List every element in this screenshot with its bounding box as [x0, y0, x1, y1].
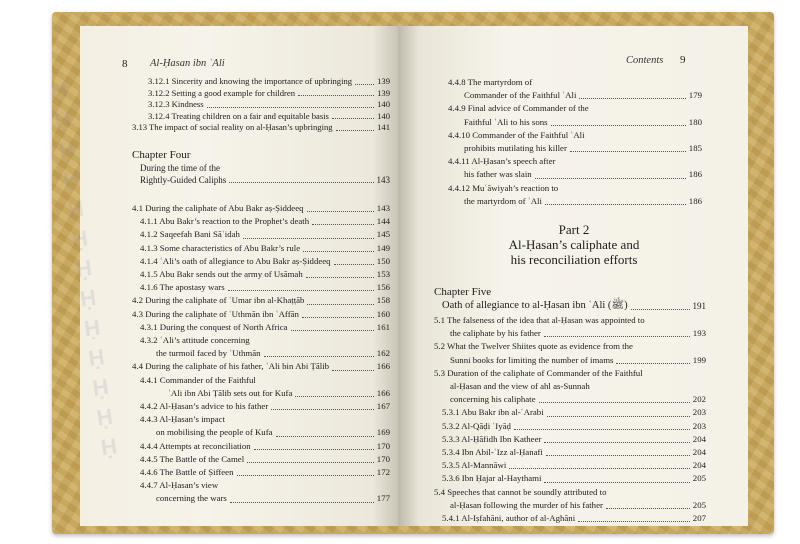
page-ref: 170 — [376, 453, 390, 464]
page-ref: 177 — [376, 493, 390, 504]
entry-title: 3.12.3 Kindness — [148, 99, 204, 110]
dot-leader — [230, 502, 374, 503]
toc-entry — [132, 111, 390, 123]
page-ref: 139 — [377, 87, 390, 98]
entry-title: the turmoil faced by ʿUthmān — [156, 348, 261, 359]
toc-entry-line: 4.4.1 Commander of the Faithful — [140, 374, 256, 385]
chapter-heading: Chapter Five — [434, 286, 492, 298]
page-ref: 204 — [692, 447, 706, 458]
page-ref: 166 — [376, 387, 390, 398]
entry-title: al-Ḥasan following the murder of his father — [450, 499, 603, 510]
toc-entry — [440, 195, 702, 208]
page-ref: 207 — [692, 513, 706, 524]
dot-leader — [312, 224, 374, 225]
entry-title: 3.12.4 Treating children on a fair and equitable basis — [148, 110, 329, 121]
dot-leader — [570, 151, 686, 152]
page-ref: 150 — [376, 255, 390, 266]
toc-entry — [132, 426, 390, 439]
toc-entry — [440, 168, 702, 181]
toc-entry — [434, 420, 706, 433]
page-ref: 139 — [377, 76, 390, 86]
entry-title: 5.4.1 Al-Iṣfahāni, author of al-Aghāni — [442, 513, 576, 524]
page-ref: 203 — [692, 407, 706, 418]
page-ref: 160 — [376, 308, 390, 319]
entry-title: concerning his caliphate — [450, 394, 536, 405]
toc-entry — [132, 215, 390, 228]
toc-entry-line: 5.4 Speeches that cannot be soundly attributed to — [434, 486, 607, 497]
dot-leader — [514, 429, 690, 430]
toc-entry — [132, 466, 390, 479]
page-ref: 143 — [376, 203, 390, 213]
dot-leader — [307, 211, 374, 212]
entry-title: 5.3.6 Ibn Ḥajar al-Haythami — [442, 473, 542, 484]
page-ref: 167 — [376, 401, 390, 412]
toc-entry-line: 4.4.7 Al-Ḥasan’s view — [140, 480, 219, 491]
dot-leader — [295, 396, 373, 397]
page-ref: 149 — [376, 242, 390, 253]
entry-title: Commander of the Faithful ʿAli — [464, 90, 577, 101]
dot-leader — [307, 304, 373, 305]
right-page — [398, 26, 748, 526]
dot-leader — [306, 277, 374, 278]
dot-leader — [551, 125, 686, 126]
chapter-title: Oath of allegiance to al-Ḥasan ibn ʿAli (ﷺ) — [442, 300, 628, 311]
entry-title: Faithful ʿAli to his sons — [464, 116, 548, 127]
page-ref: 144 — [376, 216, 390, 227]
entry-title: 4.1.4 ʿAli’s oath of allegiance to Abu Bakr aṣ-Ṣiddeeq — [140, 255, 331, 266]
dot-leader — [254, 449, 374, 450]
toc-entry — [440, 142, 702, 155]
toc-entry-line: al-Ḥasan and the view of ahl as-Sunnah — [450, 381, 590, 392]
page-ref: 205 — [692, 499, 706, 510]
toc-entry — [434, 433, 706, 446]
page-ref: 141 — [377, 122, 390, 133]
toc-section-top — [440, 76, 702, 208]
part-title-line: his reconciliation efforts — [510, 252, 638, 267]
toc-entry — [132, 400, 390, 413]
toc-entry — [434, 393, 706, 406]
dot-leader — [539, 402, 690, 403]
toc-entry — [434, 354, 706, 367]
chapter-title-line: During the time of the — [140, 163, 220, 173]
chapter-four-block — [132, 148, 390, 186]
page-number: 9 — [680, 54, 686, 66]
entry-title: 5.3.3 Al-Ḥāfidh Ibn Katheer — [442, 433, 542, 444]
dot-leader — [355, 84, 374, 85]
dot-leader — [606, 508, 690, 509]
toc-entry — [434, 406, 706, 419]
page-ref: 162 — [376, 348, 390, 359]
toc-entry — [132, 440, 390, 453]
dot-leader — [509, 468, 690, 469]
toc-entry — [132, 202, 390, 215]
page-ref: 186 — [688, 169, 702, 180]
entry-title: Sunni books for limiting the number of imams — [450, 354, 614, 365]
page-ref: 161 — [376, 321, 390, 332]
toc-entry — [434, 512, 706, 525]
page-ref: 170 — [376, 440, 390, 451]
page-ref: 143 — [376, 175, 390, 185]
toc-entry — [132, 347, 390, 360]
toc-entry-line: 5.1 The falseness of the idea that al-Ḥasan was appointed to — [434, 315, 645, 325]
left-page — [49, 26, 398, 526]
entry-title: 4.1.3 Some characteristics of Abu Bakr’s rule — [140, 242, 301, 253]
chapter-title-line: Rightly-Guided Caliphs — [140, 175, 227, 185]
toc-entry-line: 5.2 What the Twelver Shiites quote as evidence from the — [434, 341, 633, 352]
entry-title: 4.1.1 Abu Bakr’s reaction to the Prophet’s death — [140, 216, 310, 227]
page-ref: 179 — [688, 90, 702, 101]
dot-leader — [332, 370, 374, 371]
toc-entry — [132, 228, 390, 241]
entry-title: prohibits mutilating his killer — [464, 143, 567, 154]
dot-leader — [302, 317, 374, 318]
part-heading-block — [434, 222, 714, 267]
dot-leader — [579, 98, 685, 99]
dot-leader — [243, 238, 374, 239]
entry-title: 4.2 During the caliphate of ʿUmar ibn al-Khaṭṭāb — [132, 295, 305, 306]
dot-leader — [271, 409, 374, 410]
entry-title: 4.1 During the caliphate of Abu Bakr aṣ-Ṣiddeeq — [132, 203, 304, 213]
running-head: Al-Ḥasan ibn ʿAli — [150, 58, 225, 69]
page-ref: 205 — [692, 473, 706, 484]
page-ref: 185 — [688, 143, 702, 154]
entry-title: 4.4.4 Attempts at reconciliation — [140, 440, 251, 451]
dot-leader — [535, 178, 686, 179]
dot-leader — [578, 521, 690, 522]
dot-leader — [547, 416, 690, 417]
toc-entry-line: 4.3.2 ʿAli’s attitude concerning — [140, 335, 250, 346]
toc-entry — [132, 281, 390, 294]
toc-entry — [132, 308, 390, 321]
entry-title: 3.12.2 Setting a good example for children — [148, 87, 296, 98]
page-ref: 186 — [688, 195, 702, 206]
page-ref: 166 — [376, 361, 390, 372]
dot-leader — [228, 290, 374, 291]
page-ref: 191 — [692, 301, 706, 311]
chapter-title-entry — [132, 174, 390, 186]
toc-entry — [132, 294, 390, 307]
dot-leader — [303, 251, 374, 252]
entry-title: on mobilising the people of Kufa — [156, 427, 273, 438]
dot-leader — [544, 442, 689, 443]
page-ref: 153 — [376, 269, 390, 280]
chapter-five-block — [434, 285, 706, 313]
entry-title: concerning the wars — [156, 493, 227, 504]
entry-title: 3.13 The impact of social reality on al-Ḥasan’s upbringing — [132, 122, 333, 133]
page-ref: 156 — [376, 282, 390, 293]
toc-entry — [132, 360, 390, 373]
page-ref: 158 — [376, 295, 390, 306]
toc-section-top — [132, 76, 390, 134]
toc-entry — [440, 89, 702, 102]
toc-entry-line: 4.4.8 The martyrdom of — [448, 77, 533, 87]
entry-title: 4.4.5 The Battle of the Camel — [140, 453, 245, 464]
entry-title: 3.12.1 Sincerity and knowing the importance of upbringing — [148, 76, 353, 86]
chapter-heading: Chapter Four — [132, 149, 191, 161]
entry-title: 4.1.6 The apostasy wars — [140, 282, 225, 293]
dot-leader — [544, 336, 690, 337]
dot-leader — [616, 363, 689, 364]
page-ref: 145 — [376, 229, 390, 240]
entry-title: 4.3 During the caliphate of ʿUthmān ibn ʿAffān — [132, 308, 299, 319]
entry-title: 4.4.2 Al-Ḥasan’s advice to his father — [140, 401, 269, 412]
page-ref: 169 — [376, 427, 390, 438]
toc-entry — [132, 321, 390, 334]
dot-leader — [298, 95, 374, 96]
entry-title: the martyrdom of ʿAli — [464, 195, 542, 206]
dot-leader — [546, 455, 690, 456]
dot-leader — [332, 118, 374, 119]
toc-entry — [434, 446, 706, 459]
toc-entry — [434, 459, 706, 472]
part-label: Part 2 — [558, 222, 590, 237]
entry-title: 4.1.2 Saqeefah Bani Sāʿidah — [140, 229, 240, 240]
toc-entry — [132, 99, 390, 111]
dot-leader — [291, 330, 374, 331]
toc-entry — [132, 88, 390, 100]
page-ref: 199 — [692, 354, 706, 365]
toc-section-main — [132, 202, 390, 506]
toc-section-main — [434, 314, 706, 525]
bleed-through-decoration: Ḥ Ḥ Ḥ Ḥ Ḥ Ḥ Ḥ Ḥ Ḥ Ḥ Ḥ Ḥ Ḥ — [49, 76, 119, 461]
toc-entry — [440, 116, 702, 129]
page-ref: 202 — [692, 394, 706, 405]
entry-title: 5.3.4 Ibn Abil-ʿIzz al-Ḥanafi — [442, 447, 543, 458]
page-ref: 204 — [692, 433, 706, 444]
dot-leader — [237, 475, 374, 476]
toc-entry — [132, 453, 390, 466]
page-ref: 140 — [377, 99, 390, 110]
toc-entry-line: 4.4.10 Commander of the Faithful ʿAli — [448, 129, 585, 140]
page-ref: 204 — [692, 460, 706, 471]
entry-title: 5.3.5 Al-Mannāwi — [442, 460, 507, 471]
toc-entry — [132, 255, 390, 268]
entry-title: the caliphate by his father — [450, 328, 541, 339]
entry-title: 5.3.2 Al-Qāḍi ʿIyāḍ — [442, 420, 511, 431]
page-ref: 180 — [688, 116, 702, 127]
entry-title: ʿAli ibn Abi Ṭālib sets out for Kufa — [168, 387, 293, 398]
chapter-title-entry — [434, 299, 706, 313]
entry-title: 4.3.1 During the conquest of North Africa — [140, 321, 288, 332]
dot-leader — [264, 356, 374, 357]
entry-title: 4.4 During the caliphate of his father, ʿAli bin Abi Ṭālib — [132, 361, 330, 372]
dot-leader — [229, 182, 373, 183]
entry-title: his father was slain — [464, 169, 532, 180]
running-head: Contents — [626, 55, 664, 66]
dot-leader — [631, 309, 690, 310]
toc-entry — [434, 327, 706, 340]
toc-entry — [132, 268, 390, 281]
dot-leader — [336, 130, 375, 131]
toc-entry-line: 4.4.9 Final advice of Commander of the — [448, 103, 589, 114]
page-number: 8 — [122, 58, 128, 70]
toc-entry-line: 4.4.11 Al-Ḥasan’s speech after — [448, 156, 556, 167]
dot-leader — [247, 462, 374, 463]
dot-leader — [544, 482, 689, 483]
page-ref: 172 — [376, 467, 390, 478]
toc-entry — [132, 492, 390, 505]
entry-title: 4.1.5 Abu Bakr sends out the army of Usāmah — [140, 269, 303, 280]
page-ref: 203 — [692, 420, 706, 431]
page-ref: 140 — [377, 110, 390, 121]
page-ref: 193 — [692, 328, 706, 339]
toc-entry — [132, 122, 390, 134]
toc-entry-line: 4.4.12 Muʿāwiyah’s reaction to — [448, 182, 559, 193]
toc-entry — [434, 499, 706, 512]
toc-entry — [132, 387, 390, 400]
dot-leader — [334, 264, 374, 265]
dot-leader — [207, 107, 374, 108]
dot-leader — [276, 436, 374, 437]
part-title-line: Al-Ḥasan’s caliphate and — [508, 237, 640, 252]
toc-entry — [132, 242, 390, 255]
toc-entry-line: 5.3 Duration of the caliphate of Commander of the Faithful — [434, 367, 643, 378]
entry-title: 5.3.1 Abu Bakr ibn al-ʿArabi — [442, 407, 544, 418]
dot-leader — [545, 204, 686, 205]
toc-entry-line: 4.4.3 Al-Ḥasan’s impact — [140, 414, 226, 425]
entry-title: 4.4.6 The Battle of Ṣiffeen — [140, 467, 234, 478]
toc-entry — [132, 76, 390, 88]
toc-entry — [434, 472, 706, 485]
